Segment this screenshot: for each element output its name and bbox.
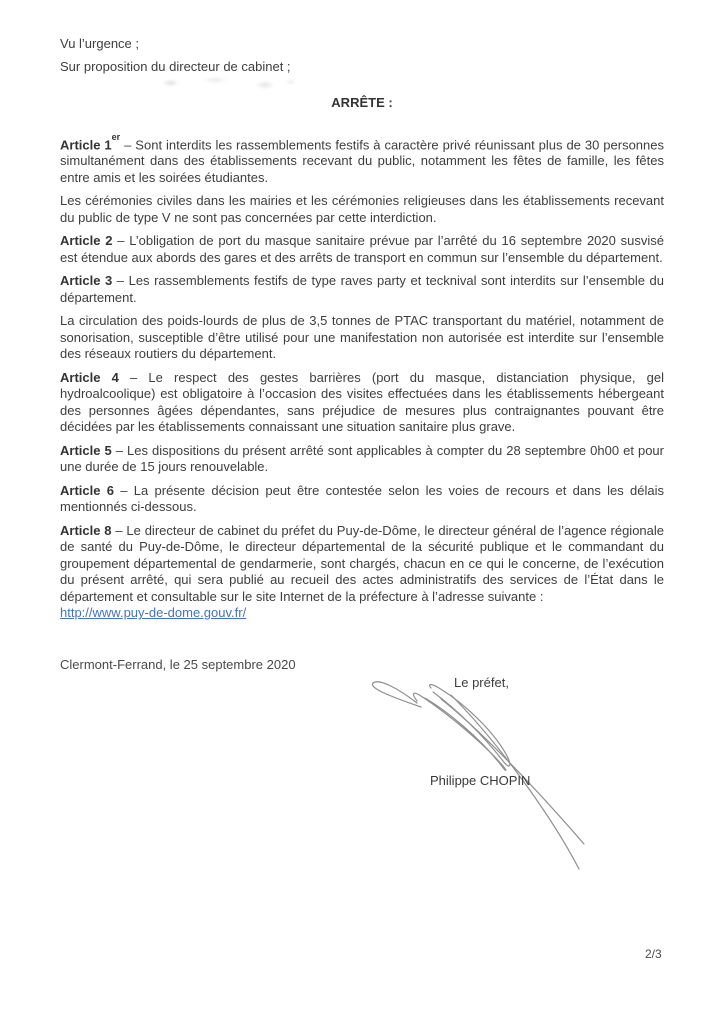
article-5-text: – Les dispositions du présent arrêté sont applicables à compter du 28 septembre 0h00 et pour une durée de 15 jours renouvelable. xyxy=(60,442,664,475)
paragraph-article-3 xyxy=(60,273,664,306)
paragraph-article-6 xyxy=(60,483,664,516)
document-body xyxy=(60,36,664,629)
article-1-text: – Sont interdits les rassemblements festifs à caractère privé réunissant plus de 30 personnes simultanément dans des établissements recevant du public, notamment les fêtes de famille, les fêtes entre amis et les soirées étudiantes. xyxy=(60,136,664,185)
article-4-text: – Le respect des gestes barrières (port du masque, distanciation physique, gel hydroalcoolique) est obligatoire à l’occasion des visites effectuées dans les établissements hébergeant des personnes âgées dépendantes, sans préjudice de mesures plus contraignantes pouvant être décidées par les établissements connaissant une situation sanitaire plus grave. xyxy=(60,369,664,435)
article-5-label: Article 5 xyxy=(60,442,112,458)
paragraph-poids-lourds xyxy=(60,313,664,363)
paragraph-article-1 xyxy=(60,133,664,187)
dateline: Clermont-Ferrand, le 25 septembre 2020 xyxy=(60,657,296,672)
paragraph-ceremonies xyxy=(60,193,664,226)
article-2-text: – L’obligation de port du masque sanitaire prévue par l’arrêté du 16 septembre 2020 susvisé est étendue aux abords des gares et des arrêts de transport en commun sur l’ensemble du département. xyxy=(60,233,664,265)
paragraph-text: La circulation des poids-lourds de plus de 3,5 tonnes de PTAC transportant du matériel, notamment de sonorisation, susceptible d’être utilisé pour une manifestation non autorisée est interdite sur l’ensemble des réseaux routiers du département. xyxy=(60,313,664,362)
signatory-name: Philippe CHOPIN xyxy=(430,773,531,788)
article-4-label: Article 4 xyxy=(60,369,119,385)
article-3-label: Article 3 xyxy=(60,273,113,289)
signature-handwriting xyxy=(355,663,605,878)
page-number: 2/3 xyxy=(645,947,662,961)
article-3-text: – Les rassemblements festifs de type raves party et tecknival sont interdits sur l’ensemble du département. xyxy=(60,273,664,305)
article-2-label: Article 2 xyxy=(60,233,113,249)
paragraph-article-2 xyxy=(60,233,664,266)
paragraph-article-5 xyxy=(60,443,664,476)
article-8-label: Article 8 xyxy=(60,522,112,538)
decree-heading: ARRÊTE : xyxy=(331,95,393,110)
preamble-line: Sur proposition du directeur de cabinet ; xyxy=(60,58,291,74)
paragraph-article-4 xyxy=(60,370,664,436)
paragraph-text: Les cérémonies civiles dans les mairies et les cérémonies religieuses dans les établissements recevant du public de type V ne sont pas concernées par cette interdiction. xyxy=(60,193,664,225)
signatory-title: Le préfet, xyxy=(454,675,509,690)
article-8-text: – Le directeur de cabinet du préfet du Puy-de-Dôme, le directeur général de l’agence régionale de santé du Puy-de-Dôme, le directeur départemental de la sécurité publique et le commandant du groupement départemental de gendarmerie, sont chargés, chacun en ce qui le concerne, de l’exécution du présent arrêté, qui sera publié au recueil des actes administratifs des services de l’État dans le département et consultable sur le site Internet de la préfecture à l’adresse suivante : xyxy=(60,522,664,604)
paragraph-article-8 xyxy=(60,523,664,622)
article-1-superscript: er xyxy=(111,131,121,142)
article-6-text: – La présente décision peut être contestée selon les voies de recours et dans les délais mentionnés ci-dessous. xyxy=(60,482,665,515)
article-6-label: Article 6 xyxy=(60,482,114,498)
preamble-line: Vu l’urgence ; xyxy=(60,36,140,51)
article-1-label: Article 1 xyxy=(60,136,112,152)
prefecture-website-link[interactable]: http://www.puy-de-dome.gouv.fr/ xyxy=(60,605,247,621)
